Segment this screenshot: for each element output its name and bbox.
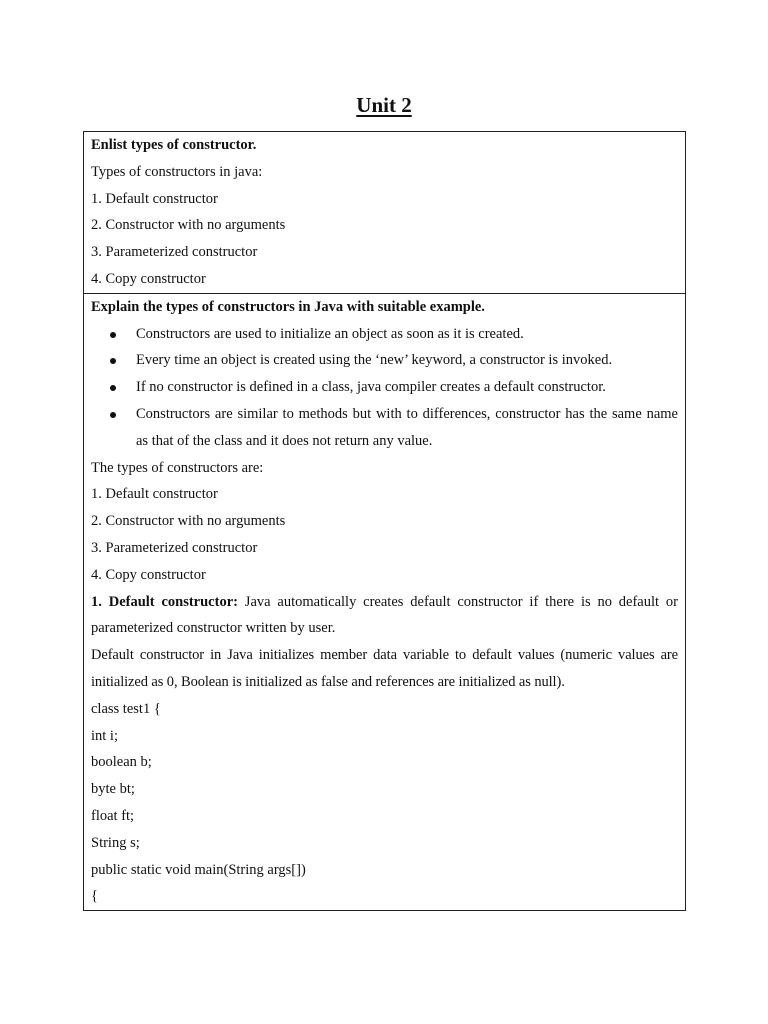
list-item: 2. Constructor with no arguments — [91, 217, 286, 234]
bullet-dot-icon — [110, 412, 116, 418]
list-item: 2. Constructor with no arguments — [91, 513, 286, 530]
question-cell-enlist-types — [84, 132, 685, 293]
bullet-dot-icon — [110, 358, 116, 364]
code-line: { — [91, 888, 98, 905]
bullet-list — [91, 321, 678, 455]
bullet-item — [136, 321, 678, 348]
code-block — [91, 696, 678, 910]
list-item: 4. Copy constructor — [91, 270, 206, 287]
list-item: 4. Copy constructor — [91, 566, 206, 583]
code-line: class test1 { — [91, 700, 161, 717]
bullet-item — [136, 347, 678, 374]
bullet-item — [136, 374, 678, 401]
qa-table — [83, 131, 686, 911]
bullet-dot-icon — [110, 332, 116, 338]
default-constructor-label: 1. Default constructor: — [91, 593, 238, 610]
code-line: int i; — [91, 727, 118, 744]
list-item: 3. Parameterized constructor — [91, 539, 258, 556]
bullet-dot-icon — [110, 385, 116, 391]
question-heading: Explain the types of constructors in Java with suitable example. — [91, 298, 485, 315]
default-constructor-text: Java automatically creates default constructor if there is no default or parameterized constructor written by user. — [91, 593, 678, 637]
code-line: byte bt; — [91, 781, 135, 798]
question-cell-explain-types — [84, 293, 685, 910]
list-item: 1. Default constructor — [91, 190, 218, 207]
page-title: Unit 2 — [356, 93, 412, 117]
code-line: String s; — [91, 834, 140, 851]
bullet-text: Every time an object is created using the ‘new’ keyword, a constructor is invoked. — [136, 352, 613, 369]
list-item: 3. Parameterized constructor — [91, 244, 258, 261]
bullet-item — [136, 401, 678, 455]
code-line: float ft; — [91, 807, 135, 824]
answer-intro: Types of constructors in java: — [91, 163, 263, 180]
bullet-text: Constructors are similar to methods but with to differences, constructor has the same name as that of the class and it does not return any value. — [136, 405, 678, 449]
bullet-text: If no constructor is defined in a class, java compiler creates a default constructor. — [136, 379, 606, 396]
bullet-text: Constructors are used to initialize an object as soon as it is created. — [136, 325, 524, 342]
default-constructor-paragraph — [91, 589, 678, 643]
question-heading: Enlist types of constructor. — [91, 137, 257, 153]
code-line: public static void main(String args[]) — [91, 861, 306, 878]
code-line: boolean b; — [91, 754, 152, 771]
types-intro: The types of constructors are: — [91, 459, 264, 476]
list-item: 1. Default constructor — [91, 486, 218, 503]
default-constructor-detail: Default constructor in Java initializes member data variable to default values (numeric values are initialized as 0, Boolean is initialized as false and references are initialized as null). — [91, 647, 678, 690]
